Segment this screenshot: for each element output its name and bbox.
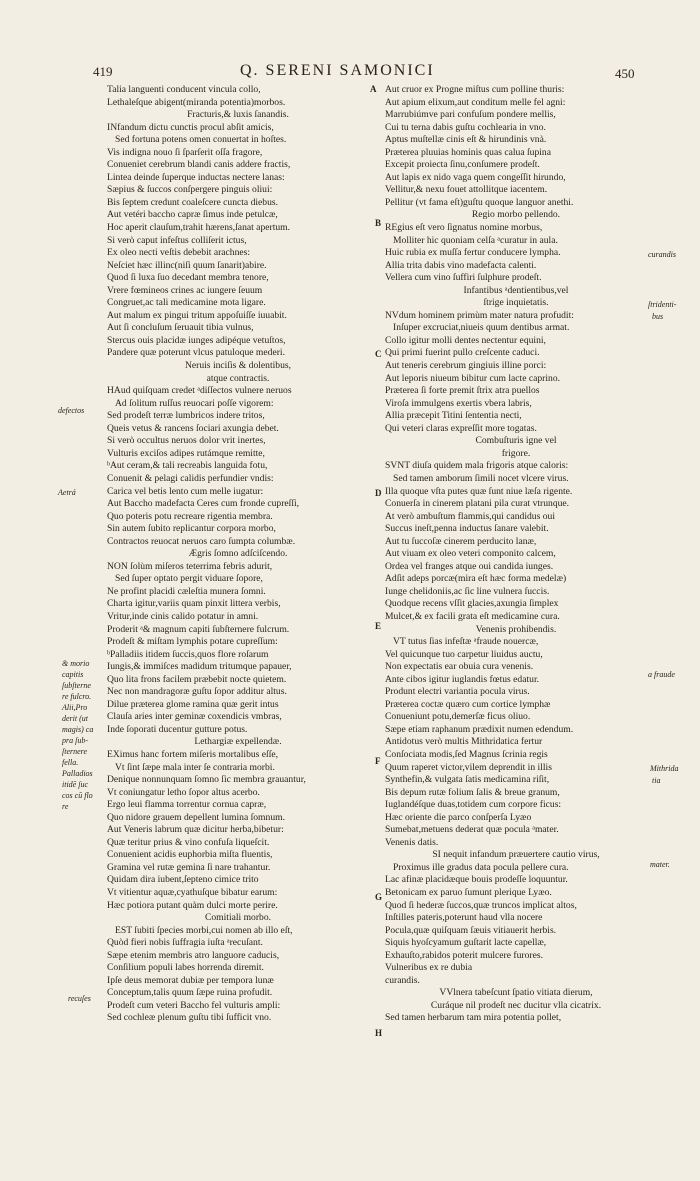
text-line: Quod ſi hederæ ſuccos,quæ truncos implicat altos, <box>385 899 577 911</box>
text-line: Bis ſeptem credunt coaleſcere cuncta diebus. <box>107 196 279 208</box>
text-line: Carica vel betis lento cum melle iugatur: <box>107 485 264 497</box>
text-line: Vt ſint ſæpe mala inter ſe contraria morbi. <box>115 761 275 773</box>
text-line: Succus ineſt,penna inductus ſanare valebit. <box>385 523 549 535</box>
text-line: Lintea deinde ſuperque inductas nectere lanas: <box>107 171 285 183</box>
text-line: Aut viuam ex oleo veteri componito calcem, <box>385 548 556 560</box>
text-line: Proderit ᵃ& magnum capiti ſubſternere fulcrum. <box>107 623 290 635</box>
text-line: Si verò occultus neruos dolor vrit inertes, <box>107 435 266 447</box>
text-line: Pocula,quæ quiſquam ſæuis vitiauerit herbis. <box>385 924 557 936</box>
text-line: SVNT diuſa quidem mala frigoris atque caloris: <box>385 460 569 472</box>
text-line: Quod ſi luxa ſuo decedant membra tenore, <box>107 272 269 284</box>
text-line: Marrubiúmve pari confuſum pondere mellis, <box>385 109 556 121</box>
text-line: Ex oleo necti veſtis debebit arachnes: <box>107 247 251 259</box>
text-line: Hæc potiora putant quàm dulci morte perire. <box>107 899 278 911</box>
text-line: Antidotus verò multis Mithridatica fertur <box>385 736 543 748</box>
text-line: Vt coniungatur letho ſopor altus acerbo. <box>107 786 260 798</box>
text-line: Præterea pluuias hominis quas calua ſupina <box>385 146 551 158</box>
text-line: Collo igitur molli dentes nectentur equini, <box>385 334 546 346</box>
text-line: Ante cibos igitur iuglandis fœtus edatur. <box>385 673 540 685</box>
text-line: Hoc aperit clauſum,trahit hærens,ſanat apertum. <box>107 222 291 234</box>
margin-note: mater. <box>650 860 670 869</box>
text-line: VVlnera tabeſcunt ſpatio vitiata dierum, <box>439 987 593 999</box>
margin-note: & morio <box>62 659 90 668</box>
text-line: Inde ſoporati ducentur gutture potus. <box>107 723 248 735</box>
text-line: VT tutus ſias infeſtæ ᵃfraude nouercæ, <box>393 636 539 648</box>
margin-note: derit (ut <box>62 714 88 723</box>
text-line: INfandum dictu cunctis procul abſit amicis, <box>107 121 274 133</box>
text-line: Iunge chelidoniis,ac ſic line vulnera ſuccis. <box>385 585 550 597</box>
text-line: Aut Veneris labrum quæ dicitur herba,bibetur: <box>107 824 284 836</box>
text-line: Combuſturis igne vel <box>475 435 557 447</box>
text-line: Nec non mandragoræ guſtu ſopor additur altus. <box>107 686 287 698</box>
margin-note: Alii,Pro <box>62 703 88 712</box>
text-line: Huic rubia ex muſſa fertur conducere lympha. <box>385 247 561 259</box>
left-text-column <box>107 84 369 1025</box>
text-line: Vis indigna nouo ſi ſparſerit oſſa fragore, <box>107 146 263 158</box>
page-number-left: 419 <box>93 64 113 79</box>
text-line: REgius eſt vero ſignatus nomine morbus, <box>385 222 543 234</box>
text-line: Ad ſolitum ruſſus reuocari poſſe vigorem: <box>115 397 274 409</box>
text-line: curandis. <box>385 974 420 986</box>
text-line: Queis vetus & rancens ſociari axungia debet. <box>107 422 279 434</box>
text-line: ᵇPalladiis itidem ſuccis,quos flore roſarum <box>107 648 269 660</box>
text-line: Aut leporis niueum bibitur cum lacte caprino. <box>385 372 561 384</box>
text-line: Fracturis,& luxis ſanandis. <box>187 109 289 121</box>
margin-note: recuſes <box>68 994 91 1003</box>
text-line: Clauſa aries inter geminæ coxendicis vmbras, <box>107 711 282 723</box>
text-line: Neruis inciſis & dolentibus, <box>184 360 292 372</box>
running-header <box>0 62 700 84</box>
text-line: Præterea ſi forte premit ſtrix atra puellos <box>385 385 540 397</box>
text-line: Lethaleſque abigent(miranda potentia)morbos. <box>107 96 286 108</box>
text-line: Conſilium populi labes horrenda diremit. <box>107 962 264 974</box>
margin-note: re fulcro. <box>62 692 92 701</box>
margin-note: fella. <box>62 758 79 767</box>
text-line: Ægris ſomno adſciſcendo. <box>188 548 288 560</box>
text-line: Iungis,& immiſces madidum tritumque papauer, <box>107 661 292 673</box>
text-line: Sin autem ſubito replicantur corpora morbo, <box>107 523 276 535</box>
text-line: Comitiali morbo. <box>204 912 272 924</box>
text-line: Sed prodeſt terræ lumbricos indere tritos, <box>107 410 265 422</box>
section-letter: B <box>375 218 382 228</box>
margin-note: Mithrida <box>650 764 679 773</box>
text-line: Conueniet cerebrum blandi canis addere fractis, <box>107 159 291 171</box>
text-line: Conueniunt potu,demerſæ ficus oliuo. <box>385 711 531 723</box>
margin-note: cos cū flo <box>62 791 93 800</box>
margin-note: re <box>62 802 69 811</box>
text-line: Ordea vel franges atque oui candida iunges. <box>385 560 554 572</box>
text-line: Aut malum ex pingui tritum appoſuiſſe iuuabit. <box>107 309 287 321</box>
text-line: Venenis prohibendis. <box>475 623 557 635</box>
text-line: Sed ſuper optato pergit viduare ſopore, <box>115 573 263 585</box>
text-line: Allia trita dabis vino madefacta calenti. <box>385 259 537 271</box>
text-line: Vellera cum vino ſuffiri ſulphure prodeſt. <box>385 272 542 284</box>
text-line: Mulcet,& ex facili grata eſt medicamine cura. <box>385 610 560 622</box>
text-line: Qui veteri claras expreſſit more togatas. <box>385 422 537 434</box>
text-line: Conuerſa in cinerem platani pila curat vtrunque. <box>385 498 570 510</box>
text-line: Produnt electri variantia pocula virus. <box>385 686 530 698</box>
section-letter: H <box>375 1028 383 1038</box>
text-line: SI nequit infandum præuertere cautio virus, <box>432 849 600 861</box>
text-line: Aut vetéri baccho capræ ſimus inde petulcæ, <box>107 209 278 221</box>
text-line: Sumebat,metuens dederat quæ pocula ᵃmater. <box>385 824 559 836</box>
text-line: Sæpe etenim membris atro languore caducis, <box>107 949 280 961</box>
text-line: Exhauſto,rabidos poterit mulcere furores. <box>385 949 543 961</box>
text-line: EXimus hanc fortem miſeris mortalibus eſſe, <box>107 748 279 760</box>
margin-note: ſternere <box>62 747 88 756</box>
text-line: Qui primi fuerint pullo creſcente caduci. <box>385 347 540 359</box>
margin-note: ſtridenti- <box>648 300 677 309</box>
text-line: Vt vitientur aquæ,cyathuſque bibatur earum: <box>107 887 278 898</box>
text-line: Non expectatis ear obuia cura venenis. <box>385 661 534 673</box>
margin-note: pra ſub- <box>62 736 88 745</box>
text-line: Aut lapis ex nido vaga quem congeſſit hirundo, <box>385 171 566 183</box>
text-line: Proximus ille gradus data pocula pellere cura. <box>393 861 569 873</box>
page-number-right: 450 <box>615 66 635 81</box>
text-line: Vellitur,& nexu fouet attollitque iacentem. <box>385 184 548 196</box>
section-letter: A <box>370 84 377 94</box>
text-line: Vrere fœmineos crines ac iungere ſeuum <box>107 284 263 296</box>
text-line: Aut Baccho madefacta Ceres cum fronde cupreſſi, <box>107 498 300 510</box>
text-line: Vulturis exciſos adipes rutámque remitte, <box>107 447 265 459</box>
text-line: Excepit proiecta ſinu,conſumere prodeſt. <box>385 159 540 171</box>
text-line: EST ſubiti ſpecies morbi,cui nomen ab illo eſt, <box>115 924 293 936</box>
text-line: atque contractis. <box>206 372 270 384</box>
text-line: Venenis datis. <box>385 836 439 848</box>
text-line: Sæpius & ſuccos conſpergere pinguis oliui: <box>107 184 273 196</box>
text-line: Lethargiæ expellendæ. <box>194 736 282 748</box>
text-line: Vritur,inde cinis calido potatur in amni. <box>107 610 259 622</box>
text-line: Lac afinæ placidæque bouis prodeſſe loquuntur. <box>385 874 568 886</box>
margin-note: Aetrá <box>58 488 76 497</box>
text-line: Talia languenti conducent vincula collo, <box>107 84 261 95</box>
text-line: Inſuper excruciat,niueis quum dentibus armat. <box>393 322 570 334</box>
text-line: Sed tamen herbarum tam mira potentia pollet, <box>385 1012 562 1024</box>
text-line: Contractos reuocat neruos caro ſumpta columbæ. <box>107 535 296 547</box>
text-line: Viroſa immulgens exertis vbera labris, <box>385 397 532 409</box>
right-text-column <box>385 84 647 1025</box>
margin-note: curandis <box>648 250 676 259</box>
text-line: Ipſe deus memorat dubiæ per tempora lunæ <box>107 974 274 986</box>
margin-note: Palladios <box>62 769 93 778</box>
text-line: Vulneribus ex re dubia <box>385 962 473 974</box>
text-line: Infantibus ᵃdentientibus,vel <box>463 284 569 296</box>
text-line: Conuenit & pelagi calidis perfundier vndis: <box>107 472 274 484</box>
text-line: Sæpe etiam raphanum prædixit numen edendum. <box>385 723 574 735</box>
margin-note: a fraude <box>648 670 675 679</box>
text-line: Adſit adeps porcæ(mira eſt hæc forma medelæ) <box>385 573 567 585</box>
text-line: Hæc oriente die parco conſperſa Lyæo <box>385 811 532 823</box>
text-line: Charta igitur,variis quam pinxit littera verbis, <box>107 598 281 610</box>
text-line: Prodeſt & miſtam lymphis potare cupreſſum: <box>107 636 278 648</box>
margin-note: ſubſterne <box>62 681 91 690</box>
text-line: Bis depum rutæ folium ſalis & breue granum, <box>385 786 560 798</box>
text-line: Quo lita frons facilem præbebit nocte quietem. <box>107 673 287 685</box>
text-line: Aut apium elixum,aut conditum melle fel agni: <box>385 96 566 108</box>
text-line: Iuglandéſque duas,totidem cum corpore ficus: <box>385 799 562 811</box>
text-line: Ergo leui flamma torrentur cornua capræ, <box>107 799 267 811</box>
text-line: Curáque nil prodeſt nec ducitur vlla cicatrix. <box>430 999 602 1011</box>
section-letter: E <box>375 621 382 631</box>
text-line: Siquis hyoſcyamum guſtarit lacte capellæ, <box>385 937 547 949</box>
text-line: Sed fortuna potens omen conuertat in hoſtes. <box>115 134 287 146</box>
margin-note: itidē ſuc <box>62 780 88 789</box>
text-line: Aut cruor ex Progne miſtus cum polline thuris: <box>385 84 565 95</box>
text-line: Præterea coctæ quæro cum cortice lymphæ <box>385 698 551 710</box>
text-line: Neſciet hæc illinc(niſi quum ſanarit)abire. <box>107 259 267 271</box>
text-line: Aut teneris cerebrum gingiuis illine porci: <box>385 360 547 372</box>
section-letter: D <box>375 488 382 498</box>
text-line: Prodeſt cum veteri Baccho fel vulturis ampli: <box>107 999 281 1011</box>
text-line: Congruet,ac tali medicamine mota ligare. <box>107 297 266 309</box>
text-line: Quòd fieri nobis ſuffragia iuſta ᵃrecuſant. <box>107 937 263 949</box>
text-line: At verò ambuſtum flammis,qui candidus oui <box>385 510 555 522</box>
text-line: Quum raperet victor,vilem deprendit in illis <box>385 761 552 773</box>
text-line: frigore. <box>501 447 531 459</box>
text-line: Quidam dira iubent,ſepteno cimice trito <box>107 874 259 886</box>
text-line: Aptus muſtellæ cinis eſt & hirundinis vnà. <box>385 134 547 146</box>
text-line: Conceptum,talis quum ſæpe ruina profudit. <box>107 987 273 999</box>
text-line: Pandere quæ poterunt vlcus patuloque mederi. <box>107 347 285 359</box>
text-line: Synthefin,& vulgata ſatis medicamina riſit, <box>385 774 550 786</box>
text-line: Regio morbo pellendo. <box>471 209 561 221</box>
text-line: Denique nonnunquam ſomno ſic membra grauantur, <box>107 774 306 786</box>
text-line: Pellitur (vt fama eſt)guſtu quoque languor anethi. <box>385 196 574 208</box>
text-line: Quodque recens vſſit glacies,axungia ſimplex <box>385 598 559 610</box>
text-line: Illa quoque vſta putes quæ ſunt niue læſa rigente. <box>385 485 573 497</box>
section-letter: G <box>375 892 383 902</box>
text-line: Dilue præterea glome ramina quæ gerit intus <box>107 698 279 710</box>
margin-note: capitis <box>62 670 84 679</box>
text-line: NVdum hominem primùm mater natura profudit: <box>385 309 574 321</box>
text-line: Sed cochleæ plenum guſtu tibi ſufficit vno. <box>107 1012 272 1024</box>
text-line: NON ſolùm miſeros teterrima febris adurit, <box>107 560 273 572</box>
text-line: Betonicam ex paruo ſumunt plerique Lyæo. <box>385 887 552 898</box>
text-line: Gramina vel rutæ gemina ſi nare trahantur. <box>107 861 271 873</box>
text-line: Quæ teritur prius & vino confuſa liqueſcit. <box>107 836 270 848</box>
text-line: Cui tu terna dabis guſtu cochlearia in vno. <box>385 121 546 133</box>
text-line: Conſociata modis,ſed Magnus ſcrinia regis <box>385 748 548 760</box>
text-line: Aut ſi concluſum ſeruauit tibia vulnus, <box>107 322 254 334</box>
text-line: Stercus ouis placidæ iunges adipéque vetuſtos, <box>107 334 286 346</box>
section-letter: F <box>375 756 381 766</box>
text-line: Sed tamen amborum ſimili nocet vlcere virus. <box>393 472 569 484</box>
text-line: Allia præcepit Titini ſententia necti, <box>385 410 522 422</box>
text-line: ᵇAut ceram,& tali recreabis languida fotu, <box>107 460 268 472</box>
text-line: Aut tu ſuccoſæ cinerem perducito lanæ, <box>385 535 537 547</box>
text-line: Inſtilles pateris,poterunt haud vlla nocere <box>385 912 543 924</box>
text-line: Quo nidore grauem depellent lumina ſomnum. <box>107 811 285 823</box>
margin-note: bus <box>652 312 664 321</box>
text-line: HAud quiſquam credet ᵃdiſſectos vulnere neruos <box>107 385 292 397</box>
margin-note: tia <box>652 776 661 785</box>
margin-note: defectos <box>58 406 85 415</box>
running-title: Q. SERENI SAMONICI <box>240 62 435 79</box>
section-letter: C <box>375 349 382 359</box>
text-line: Ne profint placidi cæleſtia munera ſomni. <box>107 585 266 597</box>
text-line: Quo poteris potu recreare rigentia membra. <box>107 510 273 522</box>
text-line: Vel quicunque tuo carpetur liuidus auctu, <box>385 648 543 660</box>
margin-note: magis) ca <box>62 725 94 734</box>
text-line: Si verò caput infeſtus colliſerit ictus, <box>107 234 247 246</box>
text-line: ſtrige inquietatis. <box>483 297 549 309</box>
text-line: Molliter hic quoniam celſa ᵃcuratur in aula. <box>393 234 558 246</box>
text-line: Conuenient acidis euphorbia miſta fluentis, <box>107 849 273 861</box>
